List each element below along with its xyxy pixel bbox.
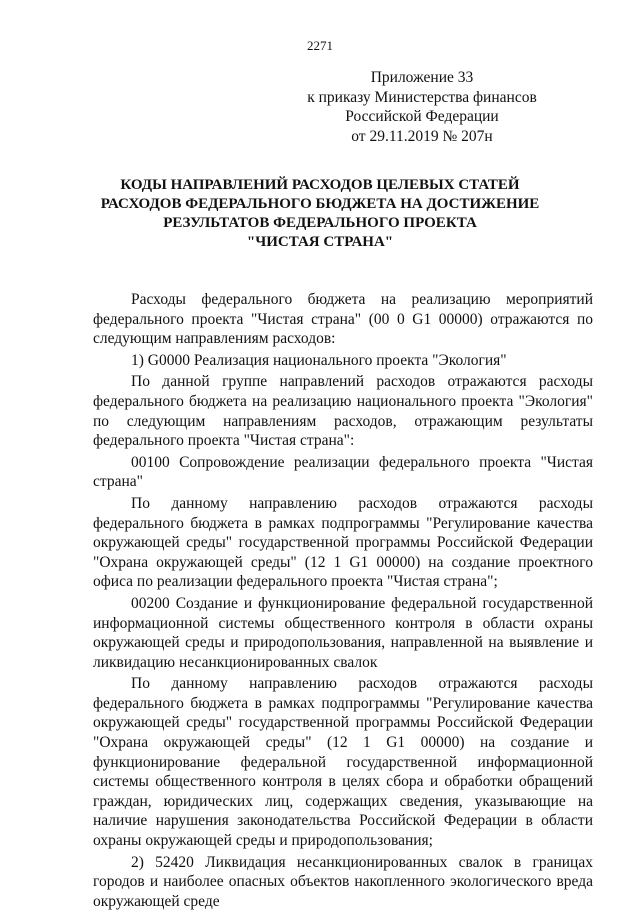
body-paragraph: По данной группе направлений расходов отражаются расходы федерального бюджета на реализацию национального проекта "Экология" по следующим направлениям расходов, отражающим результаты федерального проекта "Чистая страна": xyxy=(93,373,593,450)
title-line: КОДЫ НАПРАВЛЕНИЙ РАСХОДОВ ЦЕЛЕВЫХ СТАТЕЙ xyxy=(120,177,520,193)
appendix-line: Приложение 33 xyxy=(370,69,474,86)
appendix-header xyxy=(272,68,572,146)
appendix-line: от 29.11.2019 № 207н xyxy=(351,127,493,145)
title-line: РЕЗУЛЬТАТОВ ФЕДЕРАЛЬНОГО ПРОЕКТА xyxy=(163,215,477,231)
body-paragraph: 2) 52420 Ликвидация несанкционированных свалок в границах городов и наиболее опасных объектов накопленного экологического вреда окружающей среде xyxy=(93,853,593,910)
page-number: 2271 xyxy=(307,38,333,53)
document-body xyxy=(93,290,593,913)
body-paragraph: Расходы федерального бюджета на реализацию мероприятий федерального проекта "Чистая страна" (00 0 G1 00000) отражаются по следующим направлениям расходов: xyxy=(93,291,593,348)
body-paragraph: 1) G0000 Реализация национального проекта "Экология" xyxy=(131,351,507,369)
body-paragraph: 00200 Создание и функционирование федеральной государственной информационной системы общественного контроля в области охраны окружающей среды и природопользования, направленной на выявление и ликвидацию несанкционированных свалок xyxy=(93,594,593,671)
title-line: "ЧИСТАЯ СТРАНА" xyxy=(246,234,394,250)
appendix-line: к приказу Министерства финансов xyxy=(307,88,537,106)
body-paragraph: По данному направлению расходов отражаются расходы федерального бюджета в рамках подпрограммы "Регулирование качества окружающей среды" государственной программы Российской Федерации "Охрана окружающей среды" (12 1 G1 00000) на создание и функционирование федеральной государственной информационной системы общественного контроля в целях сбора и обработки обращений граждан, юридических лиц, содержащих сведения, указывающие на наличие нарушения законодательства Российской Федерации в области охраны окружающей среды и природопользования; xyxy=(93,675,593,850)
body-paragraph: По данному направлению расходов отражаются расходы федерального бюджета в рамках подпрограммы "Регулирование качества окружающей среды" государственной программы Российской Федерации "Охрана окружающей среды" (12 1 G1 00000) на создание проектного офиса по реализации федерального проекта "Чистая страна"; xyxy=(93,494,593,591)
appendix-line: Российской Федерации xyxy=(345,108,499,125)
document-title xyxy=(60,176,580,252)
body-paragraph: 00100 Сопровождение реализации федерального проекта "Чистая страна" xyxy=(93,453,593,491)
title-line: РАСХОДОВ ФЕДЕРАЛЬНОГО БЮДЖЕТА НА ДОСТИЖЕНИЕ xyxy=(100,196,540,212)
